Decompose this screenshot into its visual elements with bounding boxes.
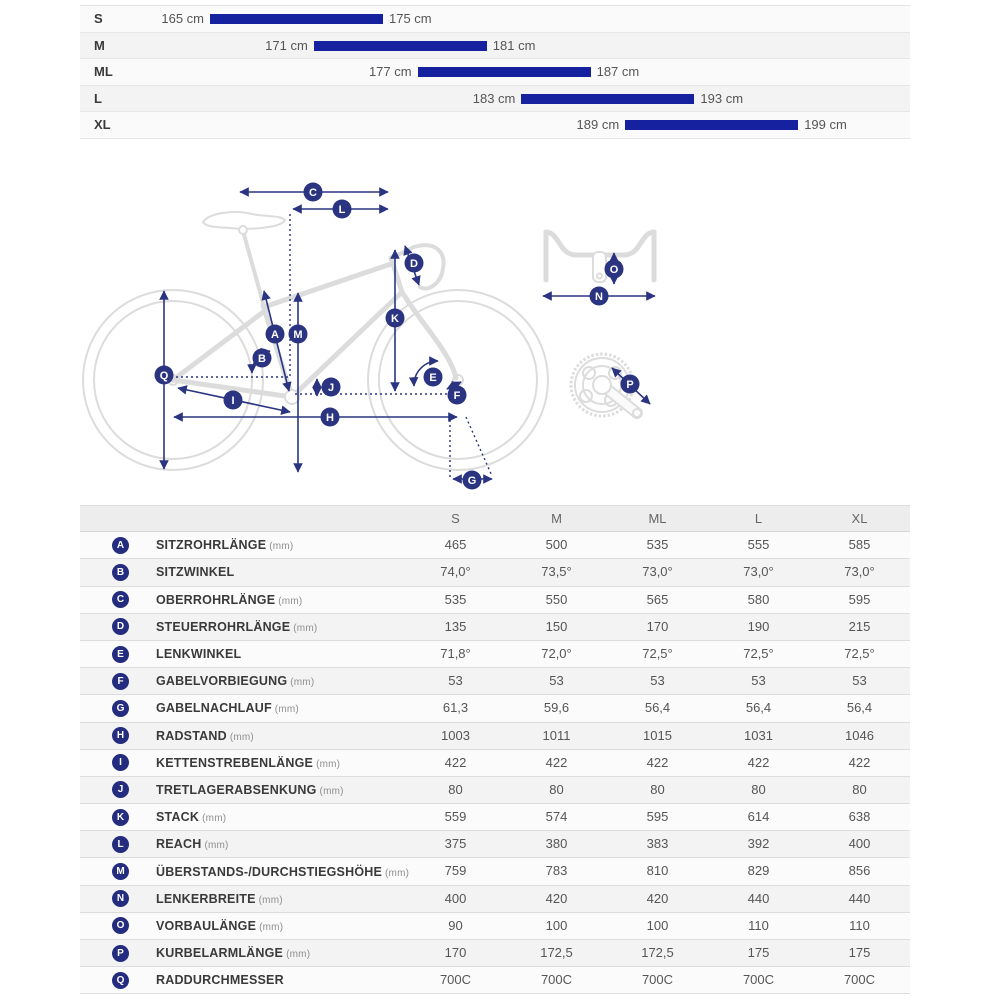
- row-label: RADSTAND (mm): [156, 728, 254, 743]
- geometry-row-k: [80, 804, 910, 831]
- value-cell: 71,8°: [440, 645, 471, 661]
- value-cell: 135: [444, 618, 467, 634]
- value-cell: 80: [448, 781, 463, 797]
- geometry-row-e: [80, 641, 910, 668]
- row-unit: (mm): [286, 949, 311, 961]
- row-label-col: [80, 750, 405, 776]
- measure-badge-letter: I: [231, 395, 235, 407]
- measure-badge-letter: D: [410, 258, 418, 270]
- row-unit: (mm): [316, 758, 341, 770]
- value-cell: 74,0°: [440, 564, 471, 580]
- value-cell: 190: [747, 618, 770, 634]
- row-unit: (mm): [204, 840, 229, 852]
- value-cell: 700C: [742, 972, 775, 988]
- row-unit: (mm): [259, 921, 284, 933]
- row-label: SITZROHRLÄNGE (mm): [156, 538, 294, 553]
- geometry-diagram-section: [80, 140, 910, 505]
- geometry-row-h: [80, 723, 910, 750]
- value-cell: 100: [545, 917, 568, 933]
- height-min-label: 171 cm: [265, 37, 308, 53]
- row-badge-b: B: [112, 564, 129, 581]
- height-max-label: 199 cm: [804, 117, 847, 133]
- value-cell: 422: [444, 754, 467, 770]
- measure-badge-letter: M: [293, 329, 303, 341]
- row-unit: (mm): [278, 595, 303, 607]
- value-cell: 56,4: [745, 700, 772, 716]
- measure-badge-letter: J: [327, 382, 335, 394]
- value-cell: 110: [748, 917, 769, 933]
- geometry-row-g: [80, 695, 910, 722]
- row-unit: (mm): [258, 894, 283, 906]
- value-cell: 574: [545, 809, 568, 825]
- row-badge-h: H: [112, 727, 129, 744]
- height-range-bar: [418, 67, 591, 77]
- value-cell: 700C: [540, 972, 573, 988]
- value-cell: 383: [646, 836, 669, 852]
- row-badge-e: E: [112, 646, 129, 663]
- value-cell: 585: [848, 537, 871, 553]
- value-cell: 53: [751, 673, 766, 689]
- value-cell: 1046: [845, 727, 874, 743]
- value-cell: 175: [747, 945, 770, 960]
- row-label: GABELVORBIEGUNG (mm): [156, 674, 315, 689]
- value-cell: 80: [549, 781, 564, 797]
- value-cell: 175: [848, 945, 871, 960]
- value-cell: 1031: [744, 727, 773, 743]
- value-cell: 829: [747, 863, 770, 879]
- value-cell: 72,5°: [844, 645, 875, 661]
- value-cell: 700C: [641, 972, 674, 988]
- value-cell: 56,4: [846, 700, 873, 716]
- row-label-col: [80, 559, 405, 585]
- row-label: KURBELARMLÄNGE (mm): [156, 946, 311, 961]
- row-badge-g: G: [112, 700, 129, 717]
- row-label: SITZWINKEL: [156, 565, 235, 580]
- row-label: STACK (mm): [156, 810, 227, 825]
- row-label-col: [80, 777, 405, 803]
- height-min-label: 177 cm: [368, 64, 412, 80]
- row-label-col: [80, 831, 405, 857]
- table-header-spacer: [80, 506, 405, 531]
- row-label: LENKWINKEL: [156, 647, 242, 662]
- value-cell: 535: [646, 537, 669, 553]
- value-cell: 53: [448, 673, 463, 689]
- geometry-row-n: [80, 886, 910, 913]
- measure-badge-letter: A: [271, 329, 279, 341]
- row-label-col: [80, 967, 405, 993]
- measure-badge-letter: N: [595, 291, 603, 303]
- column-header-m: M: [551, 511, 562, 526]
- value-cell: 375: [444, 836, 467, 852]
- value-cell: 422: [848, 754, 871, 770]
- value-cell: 422: [646, 754, 669, 770]
- value-cell: 110: [849, 917, 870, 933]
- value-cell: 80: [650, 781, 665, 797]
- value-cell: 422: [747, 754, 770, 770]
- geometry-table: [80, 505, 910, 994]
- value-cell: 614: [747, 809, 770, 825]
- measure-badge-letter: B: [258, 353, 266, 365]
- value-cell: 565: [646, 591, 669, 607]
- value-cell: 53: [852, 673, 867, 689]
- value-cell: 73,0°: [642, 564, 673, 580]
- column-header-l: L: [754, 511, 763, 526]
- measure-badge-letter: G: [467, 475, 477, 487]
- bike-drawing: [83, 212, 548, 470]
- value-cell: 595: [646, 809, 669, 825]
- value-cell: 56,4: [644, 700, 671, 716]
- measure-badge-letter: P: [626, 379, 634, 391]
- value-cell: 420: [545, 890, 568, 906]
- row-unit: (mm): [274, 704, 299, 716]
- value-cell: 400: [444, 890, 467, 906]
- row-unit: (mm): [319, 785, 344, 797]
- column-header-xl: XL: [851, 511, 868, 526]
- size-label: L: [94, 90, 102, 106]
- row-unit: (mm): [290, 677, 315, 689]
- measure-badge-letter: H: [326, 412, 334, 424]
- value-cell: 53: [650, 673, 665, 689]
- row-unit: (mm): [385, 867, 410, 879]
- value-cell: 700C: [843, 972, 876, 988]
- value-cell: 72,5°: [743, 645, 774, 661]
- geometry-row-o: [80, 913, 910, 940]
- size-chart-row-s: [80, 6, 910, 33]
- value-cell: 759: [444, 863, 467, 879]
- value-cell: 1015: [643, 727, 672, 743]
- row-label-col: [80, 532, 405, 558]
- row-unit: (mm): [293, 622, 318, 634]
- row-badge-p: P: [112, 945, 129, 962]
- geometry-row-f: [80, 668, 910, 695]
- row-label-col: [80, 587, 405, 613]
- value-cell: 550: [545, 591, 568, 607]
- size-label: XL: [94, 117, 111, 133]
- size-chart: [80, 5, 910, 139]
- value-cell: 392: [747, 836, 770, 852]
- row-label-col: [80, 695, 405, 721]
- height-max-label: 181 cm: [492, 37, 536, 53]
- geometry-row-a: [80, 532, 910, 559]
- row-label: VORBAULÄNGE (mm): [156, 918, 284, 933]
- value-cell: 61,3: [442, 700, 469, 716]
- value-cell: 1011: [542, 727, 571, 743]
- geometry-row-m: [80, 858, 910, 885]
- value-cell: 1003: [441, 727, 470, 743]
- value-cell: 73,0°: [844, 564, 875, 580]
- geometry-row-i: [80, 750, 910, 777]
- value-cell: 856: [848, 863, 871, 879]
- value-cell: 783: [545, 863, 568, 879]
- value-cell: 555: [747, 537, 770, 553]
- value-cell: 80: [751, 781, 766, 797]
- value-cell: 72,5°: [642, 645, 673, 661]
- height-min-label: 189 cm: [576, 117, 620, 133]
- size-chart-row-xl: [80, 112, 910, 139]
- height-min-label: 183 cm: [472, 90, 516, 106]
- value-cell: 535: [444, 591, 467, 607]
- value-cell: 440: [747, 890, 770, 906]
- value-cell: 150: [545, 618, 568, 634]
- measure-badge-letter: O: [609, 264, 619, 276]
- row-label-col: [80, 913, 405, 939]
- row-unit: (mm): [269, 541, 294, 553]
- size-chart-row-ml: [80, 59, 910, 86]
- height-range-bar: [210, 14, 383, 24]
- measure-badge-letter: F: [453, 390, 461, 402]
- value-cell: 80: [852, 781, 867, 797]
- value-cell: 810: [646, 863, 669, 879]
- row-label-col: [80, 641, 405, 667]
- height-max-label: 187 cm: [596, 64, 640, 80]
- value-cell: 90: [448, 917, 463, 933]
- value-cell: 500: [545, 537, 568, 553]
- row-badge-n: N: [112, 890, 129, 907]
- row-label: TRETLAGERABSENKUNG (mm): [156, 782, 344, 797]
- measure-badge-letter: L: [338, 204, 346, 216]
- table-header-row: [80, 505, 910, 532]
- measure-badge-letter: K: [391, 313, 399, 325]
- row-label-col: [80, 858, 410, 884]
- row-label: LENKERBREITE (mm): [156, 891, 283, 906]
- column-header-s: S: [451, 511, 460, 526]
- row-badge-c: C: [112, 591, 129, 608]
- row-label-col: [80, 804, 405, 830]
- row-unit: (mm): [202, 813, 227, 825]
- height-range-bar: [314, 41, 487, 51]
- height-range-bar: [625, 120, 798, 130]
- row-label: ÜBERSTANDS-/DURCHSTIEGSHÖHE (mm): [156, 864, 410, 879]
- height-min-label: 165 cm: [161, 11, 204, 26]
- value-cell: 465: [444, 537, 467, 553]
- value-cell: 53: [549, 673, 564, 689]
- value-cell: 73,5°: [541, 564, 572, 580]
- geometry-row-q: [80, 967, 910, 994]
- row-label-col: [80, 886, 405, 912]
- value-cell: 170: [646, 618, 669, 634]
- measure-badge-letter: E: [429, 372, 437, 384]
- geometry-row-d: [80, 614, 910, 641]
- row-badge-f: F: [112, 673, 129, 690]
- value-cell: 172,5: [641, 945, 674, 960]
- height-max-label: 175 cm: [389, 11, 432, 26]
- row-label: GABELNACHLAUF (mm): [156, 701, 299, 716]
- geometry-row-c: [80, 587, 910, 614]
- value-cell: 72,0°: [541, 645, 572, 661]
- row-label-col: [80, 723, 405, 749]
- row-label-col: [80, 940, 405, 966]
- row-badge-o: O: [112, 917, 129, 934]
- column-header-ml: ML: [648, 511, 667, 526]
- value-cell: 73,0°: [743, 564, 774, 580]
- geometry-diagram: [80, 140, 910, 505]
- value-cell: 215: [848, 618, 871, 634]
- geometry-row-j: [80, 777, 910, 804]
- value-cell: 580: [747, 591, 770, 607]
- row-badge-j: J: [112, 781, 129, 798]
- row-label-col: [80, 668, 405, 694]
- row-unit: (mm): [229, 731, 254, 743]
- row-label-col: [80, 614, 405, 640]
- value-cell: 59,6: [543, 700, 570, 716]
- value-cell: 422: [545, 754, 568, 770]
- row-label: OBERROHRLÄNGE (mm): [156, 592, 303, 607]
- row-badge-m: M: [112, 863, 129, 880]
- value-cell: 170: [444, 945, 467, 960]
- value-cell: 400: [848, 836, 871, 852]
- size-label: ML: [94, 64, 113, 80]
- size-label: M: [94, 37, 105, 53]
- geometry-row-b: [80, 559, 910, 586]
- value-cell: 440: [848, 890, 871, 906]
- row-badge-k: K: [112, 809, 129, 826]
- row-badge-i: I: [112, 754, 129, 771]
- value-cell: 420: [646, 890, 669, 906]
- geometry-row-p: [80, 940, 910, 967]
- value-cell: 100: [646, 917, 669, 933]
- handlebar-drawing: [546, 232, 654, 282]
- value-cell: 380: [545, 836, 568, 852]
- row-badge-d: D: [112, 618, 129, 635]
- row-label: RADDURCHMESSER: [156, 973, 284, 988]
- row-label: STEUERROHRLÄNGE (mm): [156, 619, 318, 634]
- height-max-label: 193 cm: [700, 90, 744, 106]
- value-cell: 595: [848, 591, 871, 607]
- value-cell: 172,5: [540, 945, 573, 960]
- size-chart-row-l: [80, 86, 910, 113]
- value-cell: 559: [444, 809, 467, 825]
- size-chart-row-m: [80, 33, 910, 60]
- geometry-row-l: [80, 831, 910, 858]
- value-cell: 638: [848, 809, 871, 825]
- row-badge-l: L: [112, 836, 129, 853]
- row-label: KETTENSTREBENLÄNGE (mm): [156, 755, 341, 770]
- row-badge-q: Q: [112, 972, 129, 989]
- value-cell: 700C: [439, 972, 472, 988]
- row-badge-a: A: [112, 537, 129, 554]
- row-label: REACH (mm): [156, 837, 229, 852]
- measure-badge-letter: C: [309, 187, 317, 199]
- height-range-bar: [521, 94, 694, 104]
- measure-badge-letter: Q: [159, 370, 169, 382]
- size-label: S: [94, 11, 103, 26]
